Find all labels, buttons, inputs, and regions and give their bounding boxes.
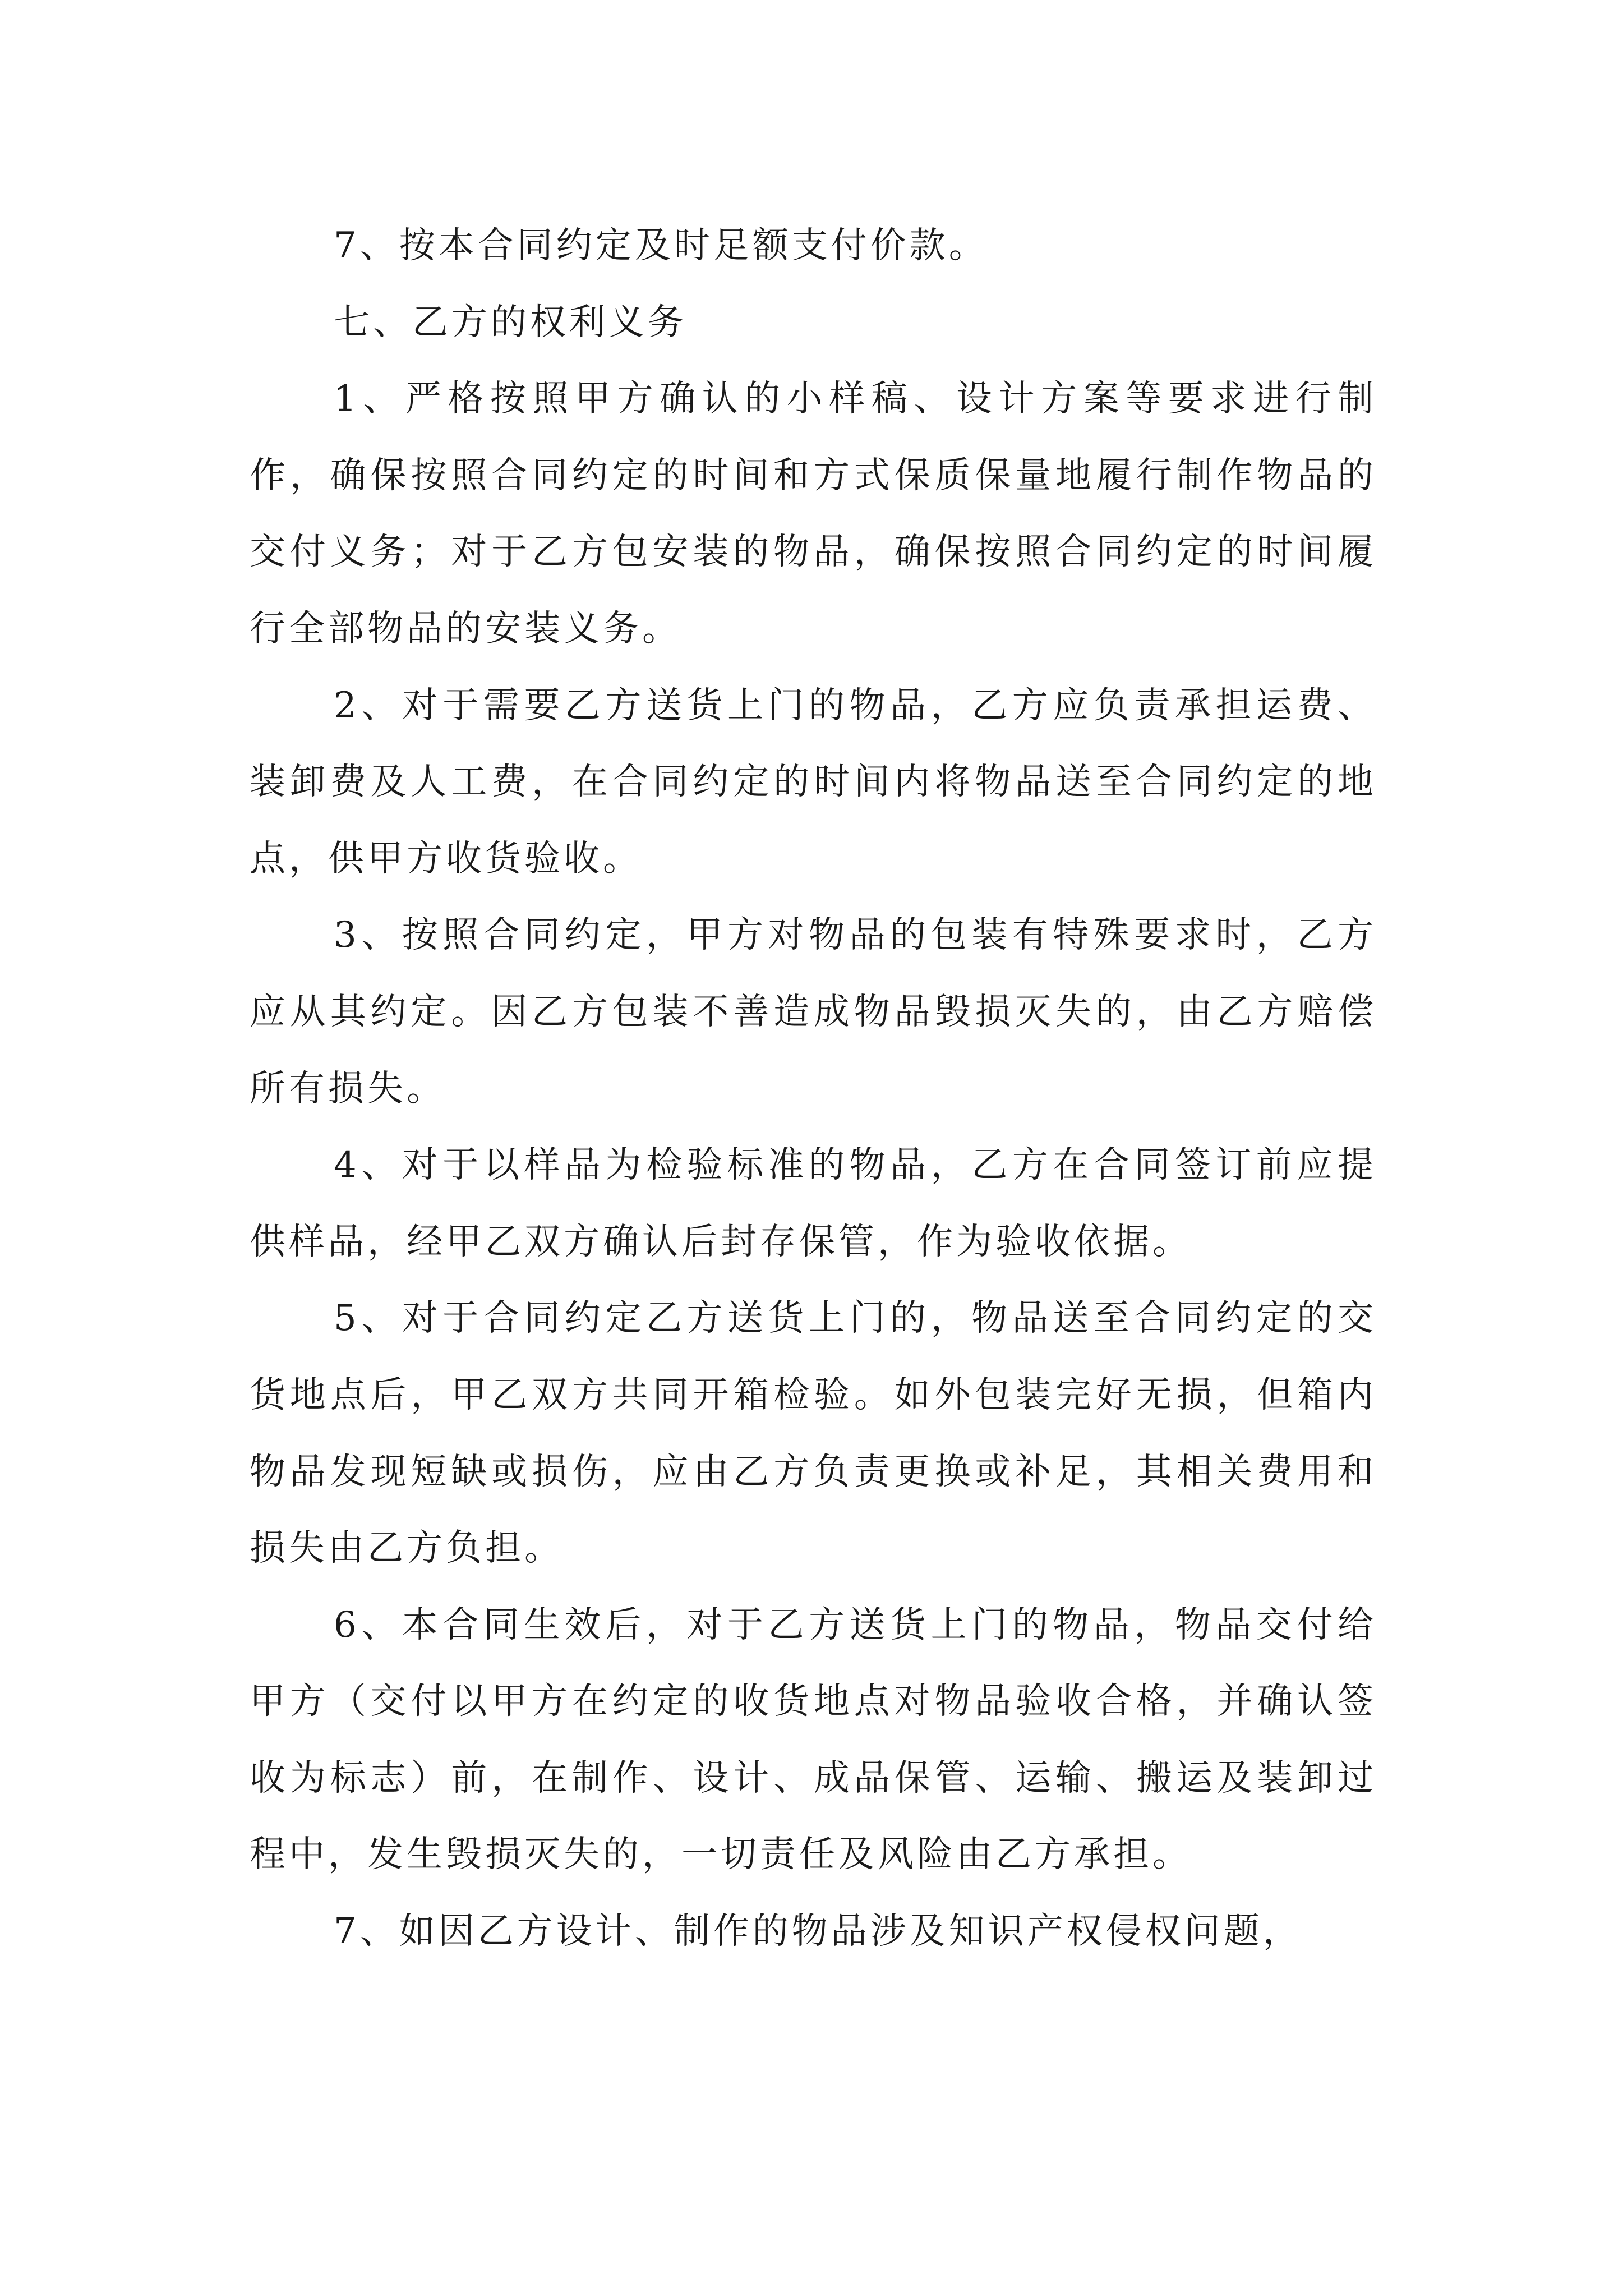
paragraph-clause-7: 7、如因乙方设计、制作的物品涉及知识产权侵权问题， <box>334 1911 1302 1953</box>
paragraph-clause-6: 6、本合同生效后，对于乙方送货上门的物品，物品交付给甲方（交付以甲方在约定的收货地点对物品验收合格，并确认签收为标志）前，在制作、设计、成品保管、运输、搬运及装卸过程中，发生毁损灭失的，一切责任及风险由乙方承担。 <box>250 1604 1377 1876</box>
paragraph-buyer-payment: 7、按本合同约定及时足额支付价款。 <box>334 225 988 266</box>
paragraph-clause-3: 3、按照合同约定，甲方对物品的包装有特殊要求时，乙方应从其约定。因乙方包装不善造成物品毁损灭失的，由乙方赔偿所有损失。 <box>250 914 1377 1110</box>
paragraph-clause-4: 4、对于以样品为检验标准的物品，乙方在合同签订前应提供样品，经甲乙双方确认后封存保管，作为验收依据。 <box>250 1144 1377 1263</box>
document-body <box>250 208 1377 1970</box>
paragraph-clause-5: 5、对于合同约定乙方送货上门的，物品送至合同约定的交货地点后，甲乙双方共同开箱检验。如外包装完好无损，但箱内物品发现短缺或损伤，应由乙方负责更换或补足，其相关费用和损失由乙方负担。 <box>250 1297 1377 1570</box>
paragraph-clause-2: 2、对于需要乙方送货上门的物品，乙方应负责承担运费、装卸费及人工费，在合同约定的时间内将物品送至合同约定的地点，供甲方收货验收。 <box>250 684 1377 880</box>
section-heading-seller-rights: 七、乙方的权利义务 <box>334 301 687 343</box>
paragraph-clause-1: 1、严格按照甲方确认的小样稿、设计方案等要求进行制作，确保按照合同约定的时间和方式保质保量地履行制作物品的交付义务；对于乙方包安装的物品，确保按照合同约定的时间履行全部物品的安装义务。 <box>250 378 1377 650</box>
